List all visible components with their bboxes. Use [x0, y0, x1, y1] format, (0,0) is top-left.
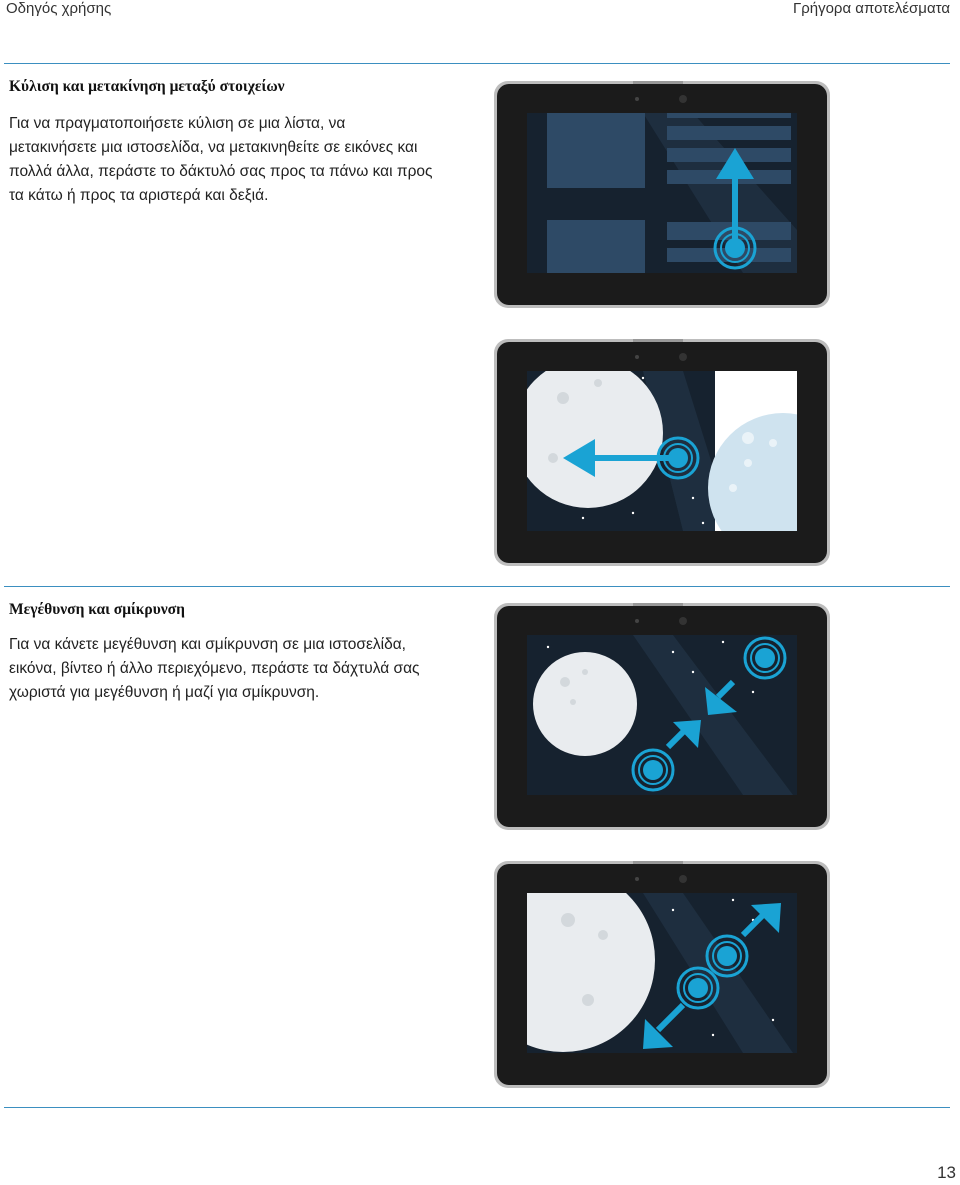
text-line: χωριστά για μεγέθυνση ή μαζί για σμίκρυνση.	[9, 684, 320, 701]
tablet-spread-out-illustration	[493, 860, 833, 1090]
divider	[4, 586, 950, 587]
text-line: Για να κάνετε μεγέθυνση και σμίκρυνση σε μια ιστοσελίδα,	[9, 636, 406, 653]
scroll-instructions	[9, 112, 432, 208]
divider	[4, 63, 950, 64]
page-number: 13	[937, 1163, 956, 1182]
tablet-swipe-up-illustration	[493, 80, 833, 310]
section-title-scroll: Κύλιση και μετακίνηση μεταξύ στοιχείων	[9, 78, 285, 95]
tablet-pinch-in-illustration	[493, 602, 833, 832]
tablet-swipe-left-illustration	[493, 338, 833, 568]
header-guide-title: Οδηγός χρήσης	[6, 0, 112, 17]
header-section-title: Γρήγορα αποτελέσματα	[792, 0, 950, 17]
zoom-instructions	[9, 633, 420, 705]
text-line: τα κάτω ή προς τα αριστερά και δεξιά.	[9, 187, 269, 204]
text-line: μετακινήσετε μια ιστοσελίδα, να μετακινηθείτε σε εικόνες και	[9, 139, 418, 156]
section-title-zoom: Μεγέθυνση και σμίκρυνση	[9, 601, 185, 618]
text-line: πολλά άλλα, περάστε το δάκτυλό σας προς τα πάνω και προς	[9, 163, 433, 180]
divider	[4, 1107, 950, 1108]
text-line: Για να πραγματοποιήσετε κύλιση σε μια λίστα, να	[9, 115, 346, 132]
text-line: εικόνα, βίντεο ή άλλο περιεχόμενο, περάστε τα δάχτυλά σας	[9, 660, 420, 677]
